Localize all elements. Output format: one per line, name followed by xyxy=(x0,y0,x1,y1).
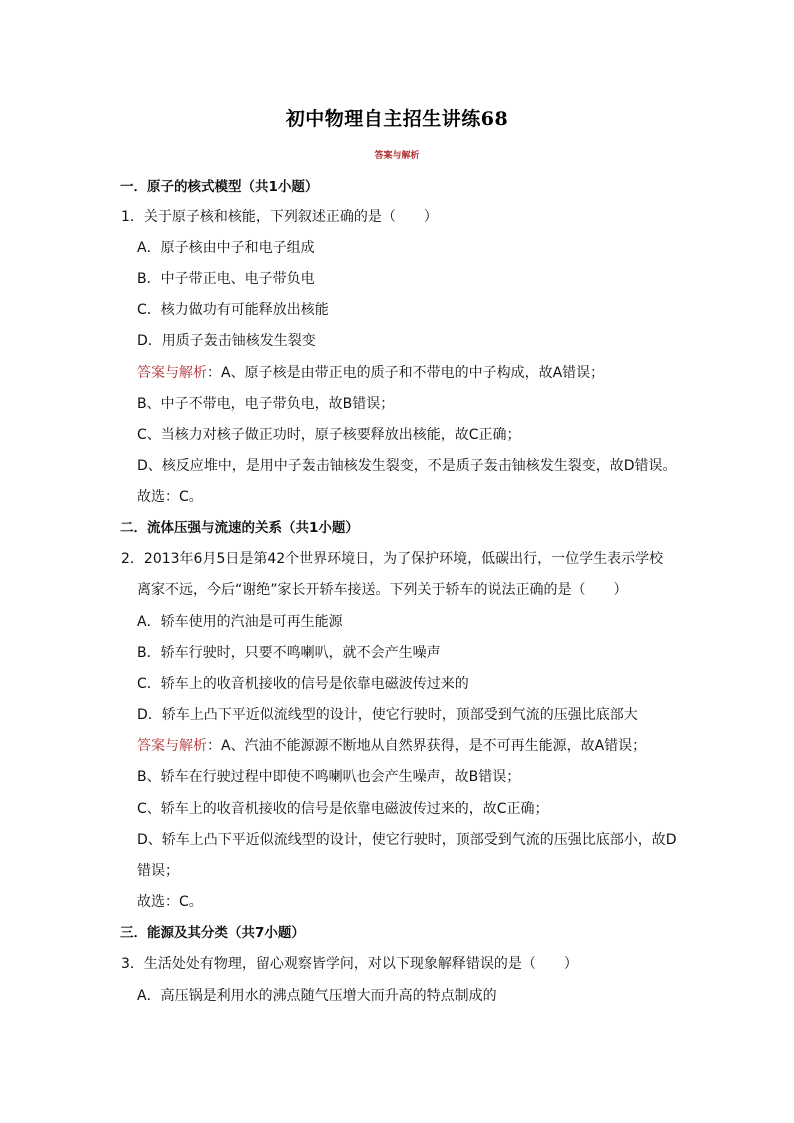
question-option: A．高压锅是利用水的沸点随气压增大而升高的特点制成的 xyxy=(137,988,497,1004)
question-option: A．原子核由中子和电子组成 xyxy=(137,240,315,256)
answer-line: B、中子不带电，电子带负电，故B错误； xyxy=(137,396,395,412)
question-option: C．核力做功有可能释放出核能 xyxy=(137,302,329,318)
question-option: D．轿车上凸下平近似流线型的设计，使它行驶时，顶部受到气流的压强比底部大 xyxy=(137,707,638,723)
question-option: A．轿车使用的汽油是可再生能源 xyxy=(137,614,343,630)
answer-text: ：A、原子核是由带正电的质子和不带电的中子构成，故A错误； xyxy=(207,365,605,381)
answer-line xyxy=(137,363,604,383)
document-subtitle: 答案与解析 xyxy=(374,151,420,161)
answer-line: 故选：C。 xyxy=(137,489,203,505)
answer-label: 答案与解析 xyxy=(137,738,207,754)
answer-line xyxy=(137,736,646,756)
answer-text: ：A、汽油不能源源不断地从自然界获得，是不可再生能源，故A错误； xyxy=(207,738,647,754)
question-option: C．轿车上的收音机接收的信号是依靠电磁波传过来的 xyxy=(137,676,469,692)
answer-line: B、轿车在行驶过程中即使不鸣喇叭也会产生噪声，故B错误； xyxy=(137,769,521,785)
answer-line: D、核反应堆中，是用中子轰击铀核发生裂变，不是质子轰击铀核发生裂变，故D错误。 xyxy=(137,458,677,474)
question-stem: 3．生活处处有物理，留心观察皆学问，对以下现象解释错误的是（ ） xyxy=(121,956,578,972)
section-heading: 二．流体压强与流速的关系（共1小题） xyxy=(120,520,359,536)
answer-line: 故选：C。 xyxy=(137,894,203,910)
answer-line: C、当核力对核子做正功时，原子核要释放出核能，故C正确； xyxy=(137,427,521,443)
question-option: B．轿车行驶时，只要不鸣喇叭，就不会产生噪声 xyxy=(137,645,441,661)
question-stem: 1．关于原子核和核能，下列叙述正确的是（ ） xyxy=(121,209,438,225)
question-stem: 离家不远，今后“谢绝”家长开轿车接送。下列关于轿车的说法正确的是（ ） xyxy=(137,582,628,598)
section-heading: 一．原子的核式模型（共1小题） xyxy=(120,179,319,195)
answer-line: D、轿车上凸下平近似流线型的设计，使它行驶时，顶部受到气流的压强比底部小，故D xyxy=(137,832,677,848)
question-option: D．用质子轰击铀核发生裂变 xyxy=(137,333,316,349)
answer-label: 答案与解析 xyxy=(137,365,207,381)
answer-line: 错误； xyxy=(137,863,179,879)
section-heading: 三．能源及其分类（共7小题） xyxy=(120,925,305,941)
question-stem: 2．2013年6月5日是第42个世界环境日，为了保护环境，低碳出行，一位学生表示学校 xyxy=(121,551,664,567)
answer-line: C、轿车上的收音机接收的信号是依靠电磁波传过来的，故C正确； xyxy=(137,801,549,817)
document-title: 初中物理自主招生讲练68 xyxy=(285,108,509,130)
question-option: B．中子带正电、电子带负电 xyxy=(137,271,315,287)
